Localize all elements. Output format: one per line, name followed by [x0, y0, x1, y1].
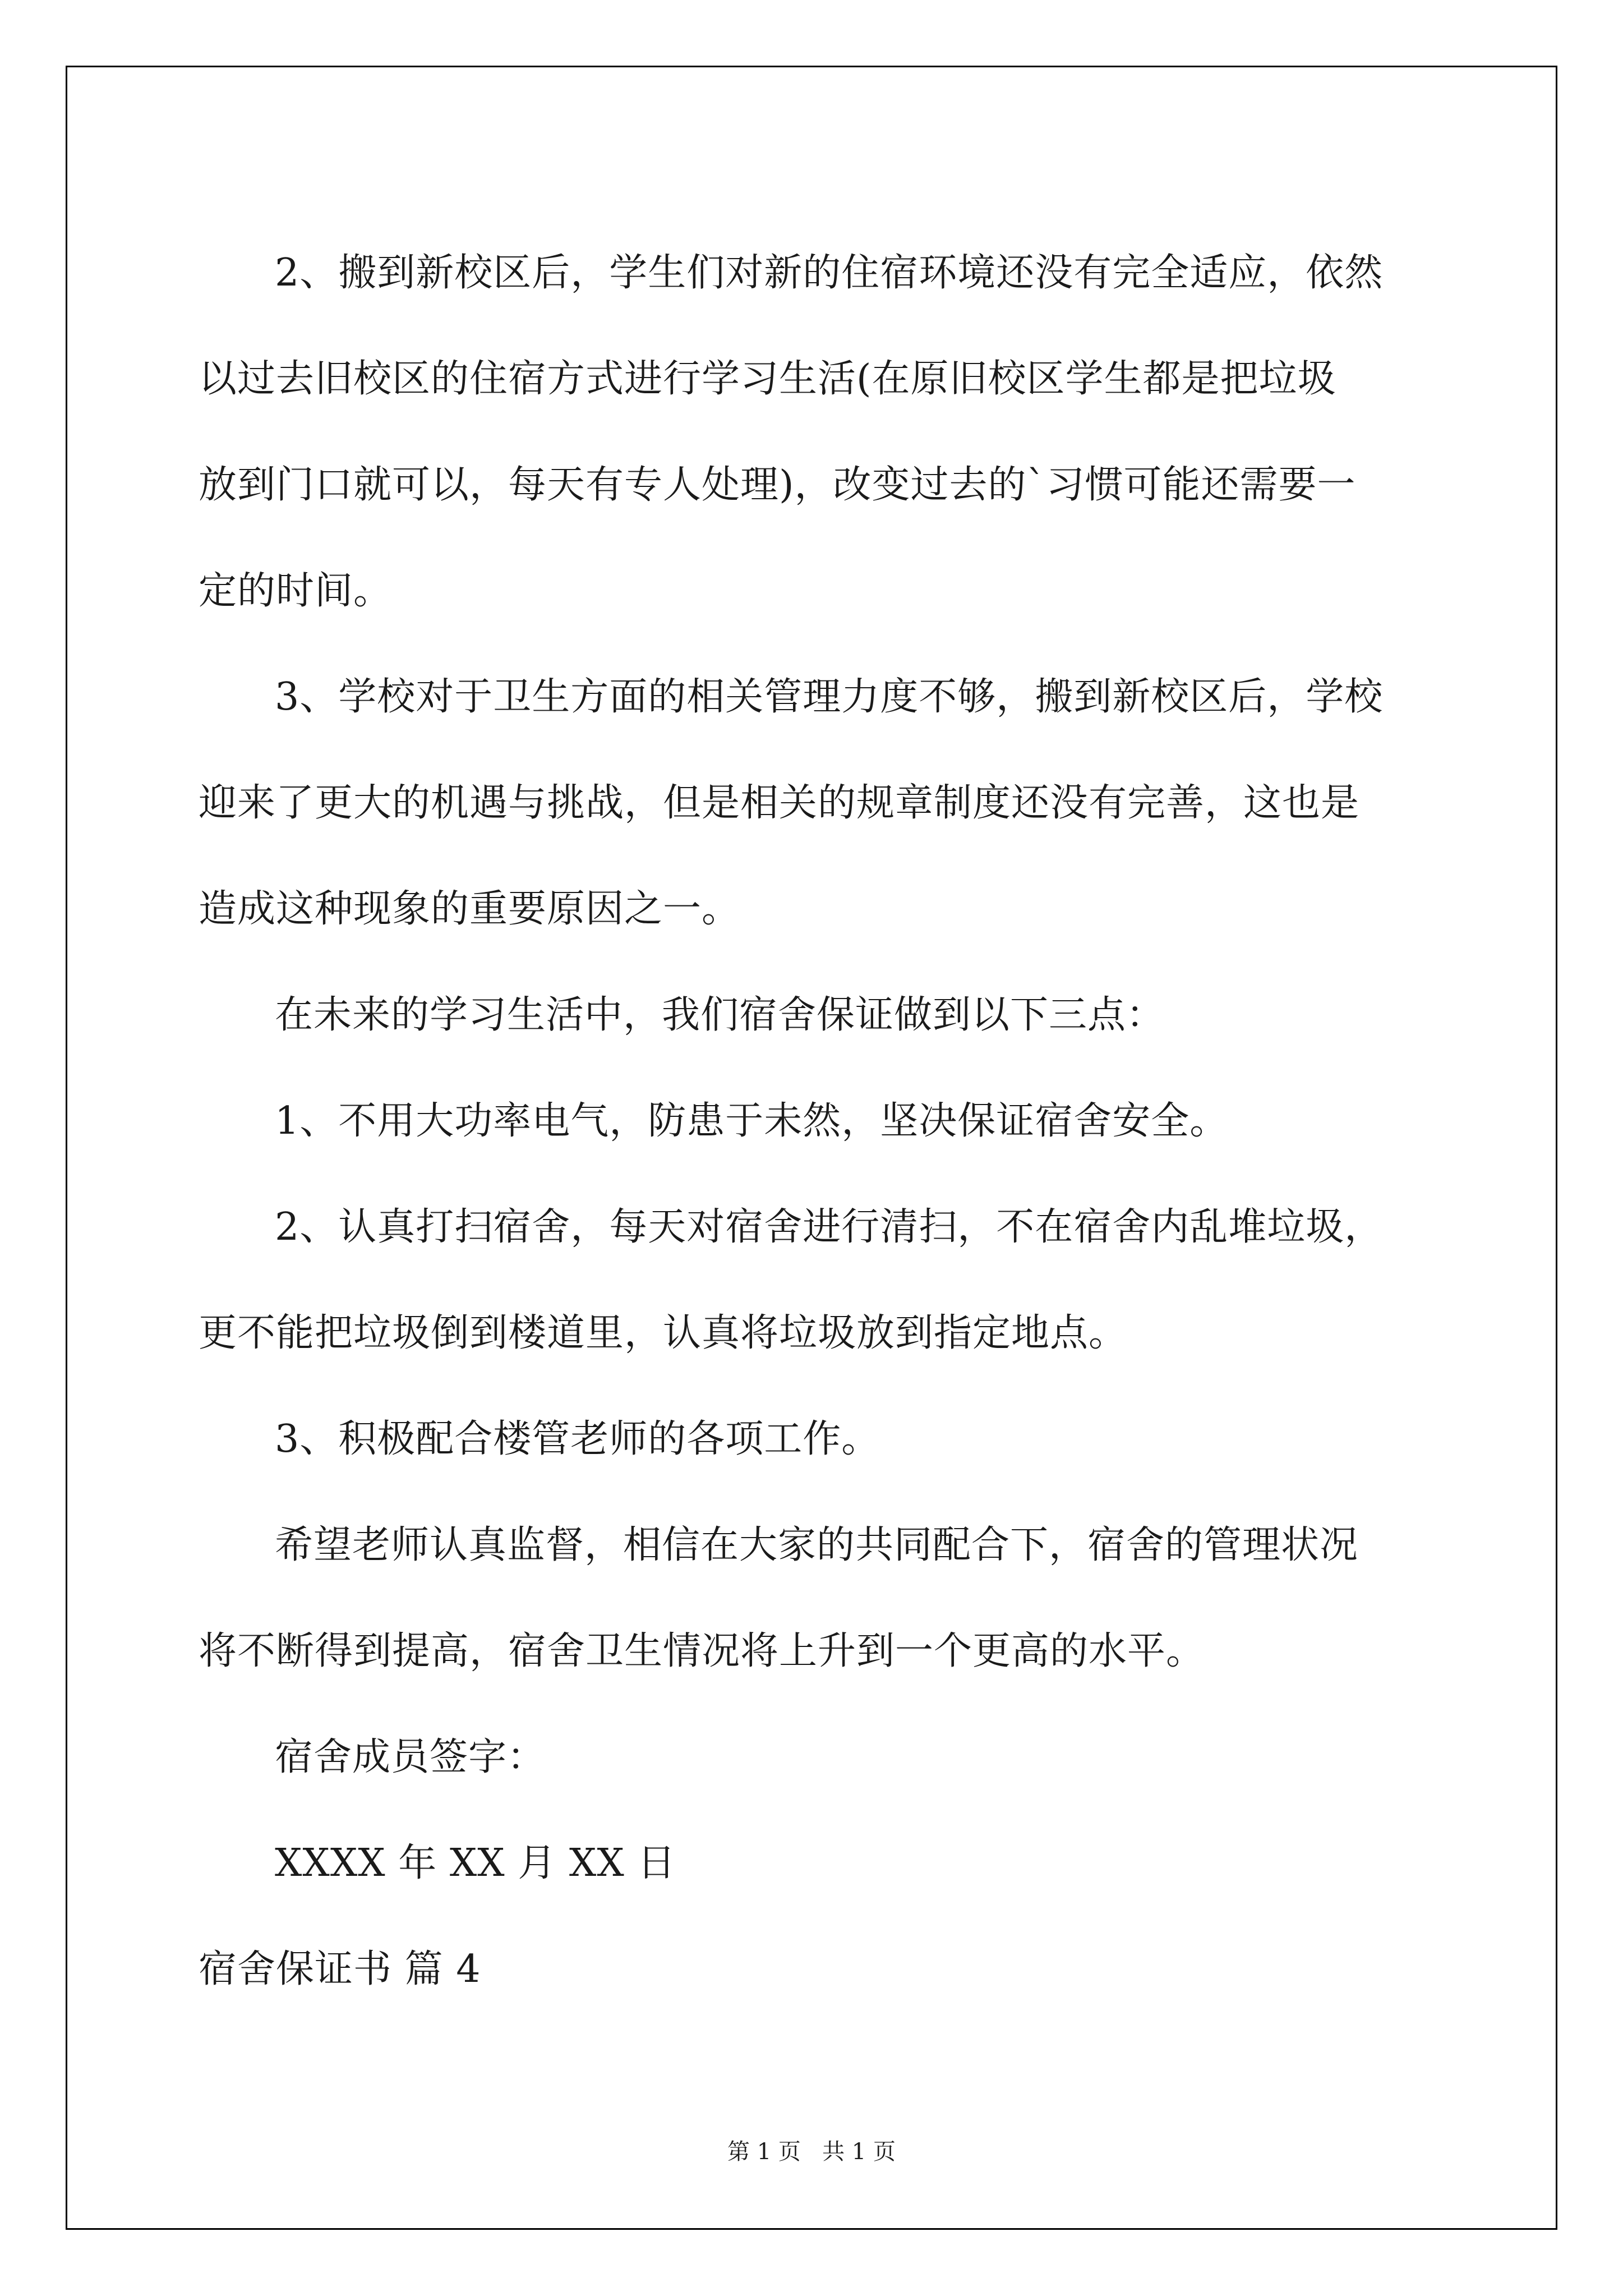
section-title: 宿舍保证书 篇 4 [199, 1947, 481, 1991]
signature-label [199, 1704, 1432, 1810]
list-item [199, 1068, 1432, 1174]
paragraph [199, 220, 1432, 644]
text-line: 希望老师认真监督，相信在大家的共同配合下，宿舍的管理状况 [275, 1523, 1359, 1567]
text-line: 以过去旧校区的住宿方式进行学习生活(在原旧校区学生都是把垃圾 [199, 357, 1336, 401]
paragraph [199, 644, 1432, 962]
text-line: XXXX 年 XX 月 XX 日 [275, 1841, 676, 1885]
text-line: 3、学校对于卫生方面的相关管理力度不够，搬到新校区后，学校 [275, 675, 1384, 719]
list-item [199, 1386, 1432, 1492]
text-line: 更不能把垃圾倒到楼道里，认真将垃圾放到指定地点。 [199, 1311, 1128, 1355]
text-line: 3、积极配合楼管老师的各项工作。 [275, 1417, 880, 1461]
paragraph [199, 1492, 1432, 1704]
text-line: 放到门口就可以，每天有专人处理)，改变过去的`习惯可能还需要一 [199, 463, 1356, 507]
text-line: 将不断得到提高，宿舍卫生情况将上升到一个更高的水平。 [199, 1629, 1205, 1673]
text-line: 在未来的学习生活中，我们宿舍保证做到以下三点： [275, 993, 1165, 1037]
text-line: 造成这种现象的重要原因之一。 [199, 887, 741, 931]
list-item [199, 1174, 1432, 1386]
text-line: 宿舍成员签字： [275, 1735, 546, 1779]
date-line [199, 1810, 1432, 1916]
paragraph [199, 962, 1432, 1068]
document-body [199, 220, 1432, 2022]
section-heading [199, 1916, 1432, 2022]
page-footer: 第 1 页 共 1 页 [727, 2139, 896, 2165]
text-line: 定的时间。 [199, 569, 393, 613]
text-line: 2、搬到新校区后，学生们对新的住宿环境还没有完全适应，依然 [275, 251, 1384, 295]
text-line: 1、不用大功率电气，防患于未然，坚决保证宿舍安全。 [275, 1099, 1229, 1143]
text-line: 迎来了更大的机遇与挑战，但是相关的规章制度还没有完善，这也是 [199, 781, 1360, 825]
text-line: 2、认真打扫宿舍，每天对宿舍进行清扫，不在宿舍内乱堆垃圾， [275, 1205, 1384, 1249]
